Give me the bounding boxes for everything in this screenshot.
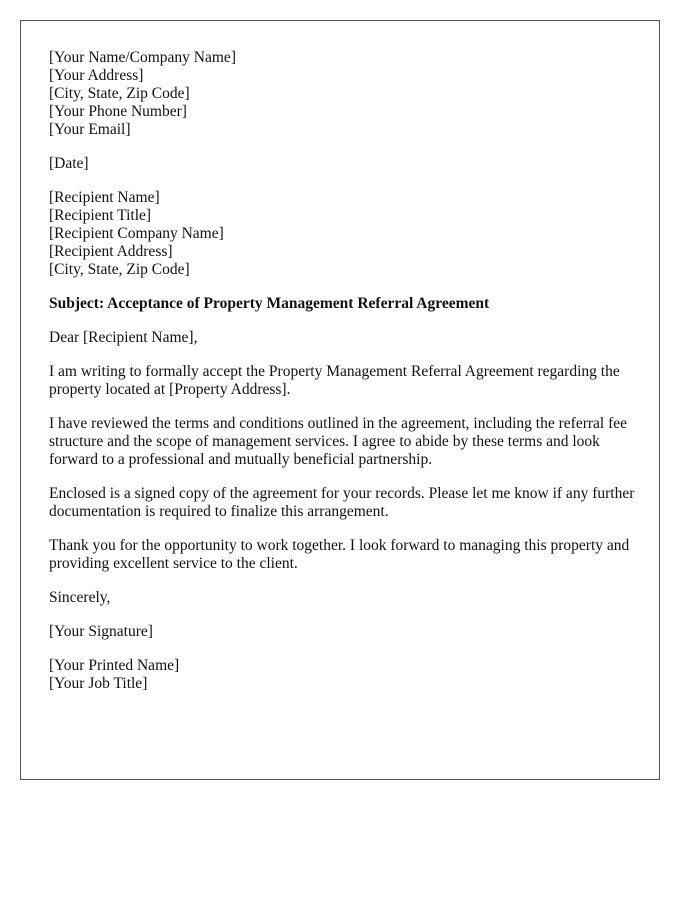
sender-phone: [Your Phone Number] bbox=[49, 103, 187, 120]
printed-name: [Your Printed Name] bbox=[49, 657, 180, 674]
signoff-block bbox=[49, 657, 639, 693]
letter-date: [Date] bbox=[49, 155, 89, 172]
sender-address: [Your Address] bbox=[49, 67, 144, 84]
body-paragraph-1: I am writing to formally accept the Property Management Referral Agreement regarding the property located at [Property Address]. bbox=[49, 363, 620, 398]
body-paragraph-2: I have reviewed the terms and conditions outlined in the agreement, including the referral fee structure and the scope of management services. I agree to abide by these terms and look forward to a professional and mutually beneficial partnership. bbox=[49, 415, 628, 468]
sender-block bbox=[49, 49, 639, 139]
recipient-city-state-zip: [City, State, Zip Code] bbox=[49, 261, 190, 278]
recipient-company: [Recipient Company Name] bbox=[49, 225, 224, 242]
recipient-address: [Recipient Address] bbox=[49, 243, 173, 260]
subject-line: Subject: Acceptance of Property Management Referral Agreement bbox=[49, 295, 490, 312]
closing: Sincerely, bbox=[49, 589, 111, 606]
recipient-title: [Recipient Title] bbox=[49, 207, 152, 224]
sender-name: [Your Name/Company Name] bbox=[49, 49, 236, 66]
signature-placeholder: [Your Signature] bbox=[49, 623, 153, 640]
recipient-name: [Recipient Name] bbox=[49, 189, 160, 206]
letter-page bbox=[20, 20, 660, 780]
body-paragraph-4: Thank you for the opportunity to work together. I look forward to managing this property and providing excellent service to the client. bbox=[49, 537, 630, 572]
letter-body bbox=[49, 49, 639, 709]
body-paragraph-3: Enclosed is a signed copy of the agreement for your records. Please let me know if any further documentation is required to finalize this arrangement. bbox=[49, 485, 635, 520]
date-block bbox=[49, 155, 639, 173]
job-title: [Your Job Title] bbox=[49, 675, 148, 692]
salutation: Dear [Recipient Name], bbox=[49, 329, 198, 346]
sender-city-state-zip: [City, State, Zip Code] bbox=[49, 85, 190, 102]
sender-email: [Your Email] bbox=[49, 121, 131, 138]
recipient-block bbox=[49, 189, 639, 279]
